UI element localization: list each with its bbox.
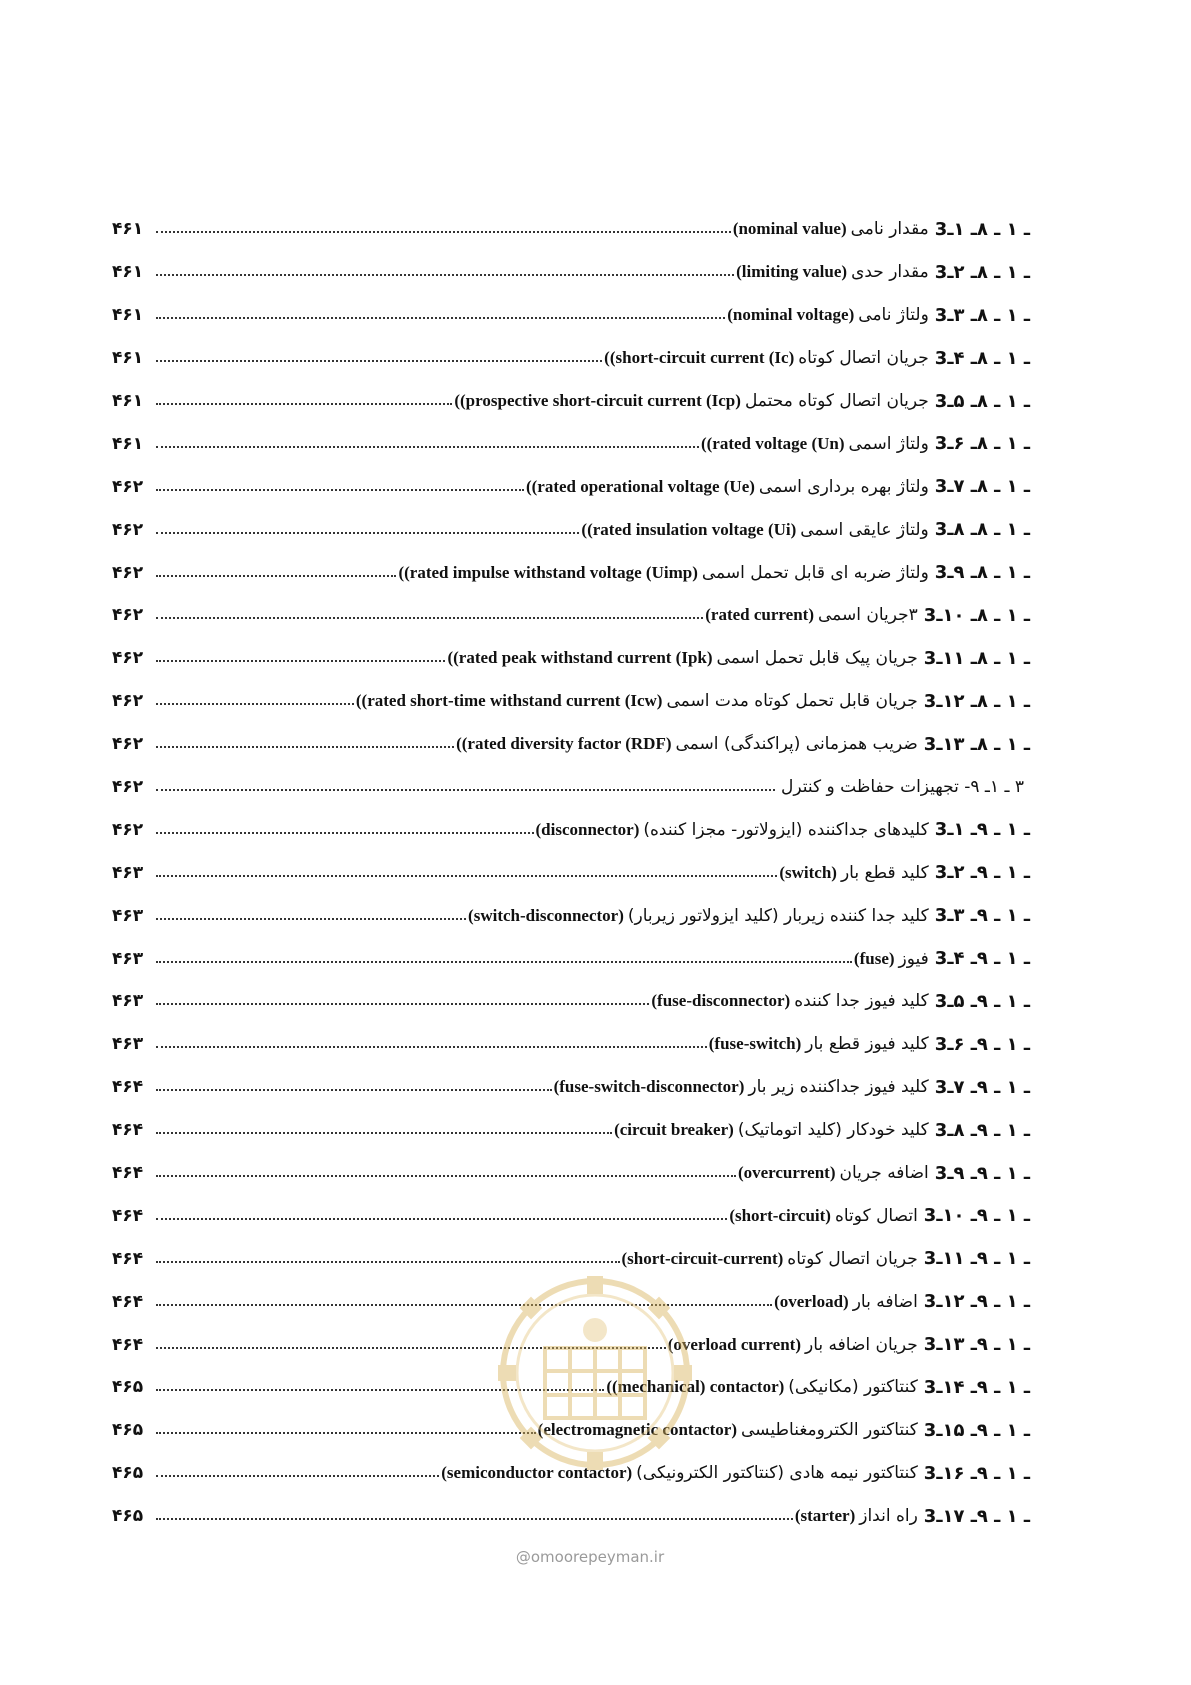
toc-entry-english: ((mechanical) contactor)	[606, 1377, 785, 1397]
toc-leader-dots	[156, 231, 731, 233]
toc-entry-title: جریان قابل تحمل کوتاه مدت اسمی	[666, 691, 918, 712]
toc-leader-dots	[156, 875, 777, 877]
toc-entry-english: (overload)	[774, 1291, 849, 1311]
toc-row[interactable]	[112, 508, 1030, 551]
toc-page-number: ۴۶۱	[112, 433, 144, 454]
toc-row[interactable]	[112, 1109, 1030, 1152]
toc-page-number: ۴۶۲	[112, 734, 144, 755]
toc-entry-number: 3ـ ۱ ـ ۹ـ ۲ـ	[934, 862, 1030, 884]
toc-leader-dots	[156, 489, 524, 491]
toc-entry	[554, 1077, 1030, 1098]
toc-page-number: ۴۶۱	[112, 219, 144, 240]
toc-entry-english: (disconnector)	[535, 819, 640, 839]
toc-entry-english: (switch-disconnector)	[468, 905, 624, 925]
toc-entry-title: اتصال کوتاه	[834, 1205, 918, 1226]
toc-page-number: ۴۶۳	[112, 991, 144, 1012]
toc-entry	[733, 219, 1030, 240]
toc-entry	[701, 433, 1030, 454]
toc-leader-dots	[156, 1175, 736, 1177]
toc-entry-title: کلید فیوز قطع بار	[805, 1034, 929, 1055]
toc-row[interactable]	[112, 294, 1030, 337]
toc-entry-title: کلید جدا کننده زیربار (کلید ایزولاتور زیربار)	[627, 905, 929, 926]
toc-page-number: ۴۶۲	[112, 691, 144, 712]
toc-leader-dots	[156, 1218, 727, 1220]
toc-entry-number: 3ـ ۱ ـ ۸ـ ۴ـ	[934, 347, 1030, 369]
toc-row[interactable]	[112, 465, 1030, 508]
toc-entry-title: ضریب همزمانی (پراکندگی) اسمی	[675, 734, 918, 755]
toc-entry	[729, 1205, 1030, 1226]
toc-entry	[356, 691, 1030, 712]
toc-entry-title: کنتاکتور نیمه هادی (کنتاکتور الکترونیکی)	[636, 1463, 918, 1484]
toc-entry-title: فیوز	[898, 948, 929, 969]
toc-page-number: ۴۶۴	[112, 1334, 144, 1355]
toc-page-number: ۴۶۱	[112, 262, 144, 283]
toc-leader-dots	[156, 317, 725, 319]
toc-entry-number: 3ـ ۱ ـ ۹ـ ۱۲ـ	[923, 1291, 1030, 1313]
toc-entry-number: 3ـ ۱ ـ ۹ـ ۱۱ـ	[923, 1248, 1030, 1270]
toc-entry-title: ۳جریان اسمی	[818, 605, 918, 626]
toc-entry-number: 3ـ ۱ ـ ۸ـ ۱۱ـ	[923, 647, 1030, 669]
toc-page-number: ۴۶۴	[112, 1248, 144, 1269]
toc-page-number: ۴۶۱	[112, 305, 144, 326]
toc-entry-english: (nominal voltage)	[727, 305, 855, 325]
toc-entry	[614, 1120, 1030, 1141]
toc-entry	[581, 519, 1030, 540]
toc-entry-english: (short-circuit-current)	[621, 1248, 784, 1268]
toc-leader-dots	[156, 832, 534, 834]
toc-entry-number: 3ـ ۱ ـ ۹ـ ۹ـ	[934, 1162, 1030, 1184]
toc-entry-english: (nominal value)	[732, 219, 847, 239]
toc-entry-number: 3ـ ۱ ـ ۸ـ ۲ـ	[934, 261, 1030, 283]
toc-entry	[705, 605, 1030, 626]
toc-entry-english: ((rated operational voltage (Ue)	[525, 476, 755, 496]
toc-entry	[447, 648, 1030, 669]
toc-page-number: ۴۶۴	[112, 1163, 144, 1184]
toc-entry-title: کلید خودکار (کلید اتوماتیک)	[737, 1120, 929, 1141]
toc-page-number: ۴۶۵	[112, 1506, 144, 1527]
toc-entry-english: ((rated insulation voltage (Ui)	[581, 519, 797, 539]
toc-leader-dots	[156, 617, 703, 619]
toc-page-number: ۴۶۲	[112, 605, 144, 626]
toc-entry	[398, 562, 1030, 583]
toc-leader-dots	[156, 660, 445, 662]
toc-entry-title: ولتاژ بهره برداری اسمی	[758, 476, 929, 497]
toc-page-number: ۴۶۴	[112, 1120, 144, 1141]
toc-entry	[774, 1291, 1030, 1312]
toc-page-number: ۴۶۳	[112, 862, 144, 883]
toc-entry-number: 3ـ ۱ ـ ۸ـ ۳ـ	[934, 304, 1030, 326]
toc-entry-title: ولتاژ ضربه ای قابل تحمل اسمی	[701, 562, 929, 583]
toc-entry-title: ۳ ـ ۱ـ ۹- تجهیزات حفاظت و کنترل	[781, 777, 1024, 798]
toc-entry-number: 3ـ ۱ ـ ۹ـ ۱ـ	[934, 819, 1030, 841]
toc-entry-english: (rated current)	[705, 605, 814, 625]
toc-leader-dots	[156, 789, 775, 791]
toc-row[interactable]	[112, 894, 1030, 937]
toc-entry-english: (switch)	[779, 862, 837, 882]
watermark-url: @omoorepeyman.ir	[515, 1548, 665, 1566]
toc-entry-title: ولتاژ عایقی اسمی	[800, 519, 929, 540]
toc-entry-english: (electromagnetic contactor)	[537, 1420, 738, 1440]
toc-leader-dots	[156, 360, 602, 362]
toc-entry	[854, 948, 1030, 969]
toc-entry-number: 3ـ ۱ ـ ۹ـ ۴ـ	[934, 948, 1030, 970]
toc-row[interactable]	[112, 551, 1030, 594]
toc-entry-number: 3ـ ۱ ـ ۸ـ ۱۲ـ	[923, 690, 1030, 712]
toc-row[interactable]	[112, 808, 1030, 851]
toc-entry-english: ((rated impulse withstand voltage (Uimp)	[398, 562, 698, 582]
toc-entry	[795, 1506, 1030, 1527]
toc-entry-number: 3ـ ۱ ـ ۸ـ ۶ـ	[934, 433, 1030, 455]
toc-entry-title: اضافه بار	[852, 1291, 918, 1312]
toc-entry	[468, 905, 1030, 926]
toc-row[interactable]	[112, 422, 1030, 465]
toc-page-number: ۴۶۵	[112, 1420, 144, 1441]
toc-page-number: ۴۶۳	[112, 948, 144, 969]
toc-entry-english: (fuse-switch-disconnector)	[553, 1077, 745, 1097]
toc-row[interactable]	[112, 1194, 1030, 1237]
toc-leader-dots	[156, 961, 852, 963]
toc-entry-number: 3ـ ۱ ـ ۸ـ ۷ـ	[934, 476, 1030, 498]
toc-leader-dots	[156, 1432, 536, 1434]
toc-row[interactable]	[112, 766, 1030, 809]
toc-page-number: ۴۶۱	[112, 391, 144, 411]
toc-entry	[779, 862, 1030, 883]
toc-entry	[456, 734, 1030, 755]
toc-row[interactable]	[112, 208, 1030, 251]
toc-row[interactable]	[112, 1066, 1030, 1109]
toc-row[interactable]	[112, 594, 1030, 637]
toc-entry-number: 3ـ ۱ ـ ۹ـ ۱۴ـ	[923, 1376, 1030, 1398]
toc-leader-dots	[156, 1046, 707, 1048]
toc-entry-title: کلید قطع بار	[840, 862, 929, 883]
toc-row[interactable]	[112, 1495, 1030, 1538]
toc-leader-dots	[156, 1518, 793, 1520]
toc-row[interactable]	[112, 980, 1030, 1023]
toc-row[interactable]	[112, 337, 1030, 380]
toc-entry-title: ولتاژ اسمی	[848, 433, 929, 454]
toc-entry	[651, 991, 1030, 1012]
toc-page-number: ۴۶۲	[112, 819, 144, 840]
toc-leader-dots	[156, 1261, 620, 1263]
toc-leader-dots	[156, 1003, 649, 1005]
toc-entry	[709, 1034, 1030, 1055]
toc-page-number: ۴۶۳	[112, 905, 144, 926]
toc-page-number: ۴۶۱	[112, 348, 144, 369]
toc-entry-title: ولتاژ نامی	[858, 305, 929, 326]
toc-leader-dots	[156, 918, 466, 920]
toc-entry	[668, 1334, 1030, 1355]
toc-entry-number: 3ـ ۱ ـ ۹ـ ۶ـ	[934, 1033, 1030, 1055]
toc-leader-dots	[156, 703, 354, 705]
toc-entry-english: ((rated peak withstand current (Ipk)	[447, 648, 713, 668]
toc-entry-title: جریان اتصال کوتاه محتمل	[744, 391, 929, 411]
toc-entry	[738, 1163, 1030, 1184]
toc-page-number: ۴۶۳	[112, 1034, 144, 1055]
toc-entry-title: کلید فیوز جدا کننده	[794, 991, 929, 1012]
toc-entry-number: 3ـ ۱ ـ ۹ـ ۵ـ	[934, 990, 1030, 1012]
toc-entry-english: (circuit breaker)	[614, 1120, 734, 1140]
toc-row[interactable]	[112, 680, 1030, 723]
toc-page-number: ۴۶۴	[112, 1077, 144, 1098]
toc-entry-number: 3ـ ۱ ـ ۹ـ ۷ـ	[934, 1076, 1030, 1098]
toc-entry-english: ((rated short-time withstand current (Icw)	[355, 691, 663, 711]
toc-entry-title: کلید فیوز جداکننده زیر بار	[748, 1077, 929, 1098]
toc-page-number: ۴۶۲	[112, 648, 144, 669]
toc-row[interactable]	[112, 1023, 1030, 1066]
toc-entry-title: کنتاکتور (مکانیکی)	[788, 1377, 918, 1398]
toc-entry-number: 3ـ ۱ ـ ۸ـ ۵ـ	[934, 390, 1030, 412]
toc-entry-number: 3ـ ۱ ـ ۹ـ ۸ـ	[934, 1119, 1030, 1141]
toc-entry-english: (semiconductor contactor)	[441, 1463, 633, 1483]
toc-entry	[622, 1248, 1030, 1269]
toc-page-number: ۴۶۲	[112, 562, 144, 583]
toc-entry-english: ((rated voltage (Un)	[700, 433, 845, 453]
toc-entry-number: 3ـ ۱ ـ ۸ـ ۱۰ـ	[923, 604, 1030, 626]
toc-entry-title: جریان اتصال کوتاه	[787, 1248, 918, 1269]
toc-row[interactable]	[112, 637, 1030, 680]
toc-leader-dots	[156, 274, 734, 276]
toc-entry-english: (fuse)	[853, 948, 895, 968]
toc-entry-number: 3ـ ۱ ـ ۹ـ ۱۰ـ	[923, 1205, 1030, 1227]
toc-leader-dots	[156, 1132, 612, 1134]
toc-entry-number: 3ـ ۱ ـ ۸ـ ۸ـ	[934, 519, 1030, 541]
toc-leader-dots	[156, 1089, 552, 1091]
toc-row[interactable]	[112, 851, 1030, 894]
toc-entry	[526, 476, 1030, 497]
toc-entry-title: مقدار حدی	[851, 262, 929, 283]
toc-entry	[536, 819, 1031, 840]
toc-entry-english: (short-circuit)	[729, 1205, 831, 1225]
toc-entry-english: ((prospective short-circuit current (Icp)	[454, 391, 741, 410]
toc-row[interactable]	[112, 723, 1030, 766]
toc-entry-title: جریان پیک قابل تحمل اسمی	[716, 648, 918, 669]
toc-entry-number: 3ـ ۱ ـ ۸ـ ۱ـ	[934, 218, 1030, 240]
toc-entry-english: (starter)	[794, 1506, 856, 1526]
toc-entry-english: (overload current)	[667, 1334, 801, 1354]
toc-entry-title: اضافه جریان	[839, 1163, 929, 1184]
toc-entry-number: 3ـ ۱ ـ ۹ـ ۱۶ـ	[923, 1462, 1030, 1484]
toc-entry-title: کلیدهای جداکننده (ایزولاتور- مجزا کننده)	[643, 819, 929, 840]
toc-entry-number: 3ـ ۱ ـ ۹ـ ۱۵ـ	[923, 1419, 1030, 1441]
toc-page-number: ۴۶۴	[112, 1205, 144, 1226]
toc-page-number: ۴۶۲	[112, 777, 144, 798]
toc-page-number: ۴۶۵	[112, 1463, 144, 1484]
toc-entry-english: (fuse-switch)	[708, 1034, 802, 1054]
toc-entry	[727, 305, 1030, 326]
toc-entry-number: 3ـ ۱ ـ ۸ـ ۹ـ	[934, 562, 1030, 584]
toc-entry-number: 3ـ ۱ ـ ۹ـ ۱۷ـ	[923, 1505, 1030, 1527]
toc-entry-title: راه انداز	[859, 1506, 918, 1527]
toc-leader-dots	[156, 532, 579, 534]
toc-entry-number: 3ـ ۱ ـ ۹ـ ۳ـ	[934, 905, 1030, 927]
toc-page-number: ۴۶۲	[112, 519, 144, 540]
toc-page-number: ۴۶۵	[112, 1377, 144, 1398]
toc-row[interactable]	[112, 1152, 1030, 1195]
toc-entry-title: کنتاکتور الکترومغناطیسی	[741, 1420, 918, 1441]
toc-entry-title: مقدار نامی	[850, 219, 929, 240]
toc-entry	[736, 262, 1030, 283]
toc-page-number: ۴۶۴	[112, 1291, 144, 1312]
toc-entry-english: (overcurrent)	[737, 1163, 836, 1183]
toc-leader-dots	[156, 746, 454, 748]
toc-row[interactable]	[112, 937, 1030, 980]
toc-entry-english: (limiting value)	[736, 262, 848, 282]
toc-leader-dots	[156, 446, 699, 448]
toc-entry-english: ((short-circuit current (Ic)	[604, 348, 795, 368]
gear-logo-icon	[495, 1268, 695, 1498]
toc-entry-english: ((rated diversity factor (RDF)	[456, 734, 672, 754]
toc-entry	[454, 391, 1030, 412]
toc-page-number: ۴۶۲	[112, 476, 144, 497]
toc-entry-title: جریان اتصال کوتاه	[798, 348, 929, 369]
toc-entry-title: جریان اضافه بار	[805, 1334, 918, 1355]
toc-entry-number: 3ـ ۱ ـ ۸ـ ۱۳ـ	[923, 733, 1030, 755]
toc-row[interactable]	[112, 251, 1030, 294]
toc-leader-dots	[156, 1475, 439, 1477]
toc-row[interactable]	[112, 380, 1030, 423]
toc-entry-number: 3ـ ۱ ـ ۹ـ ۱۳ـ	[923, 1334, 1030, 1356]
toc-entry-english: (fuse-disconnector)	[651, 991, 791, 1011]
toc-entry	[777, 777, 1030, 797]
toc-leader-dots	[156, 575, 396, 577]
toc-leader-dots	[156, 403, 452, 405]
toc-entry	[604, 348, 1030, 369]
